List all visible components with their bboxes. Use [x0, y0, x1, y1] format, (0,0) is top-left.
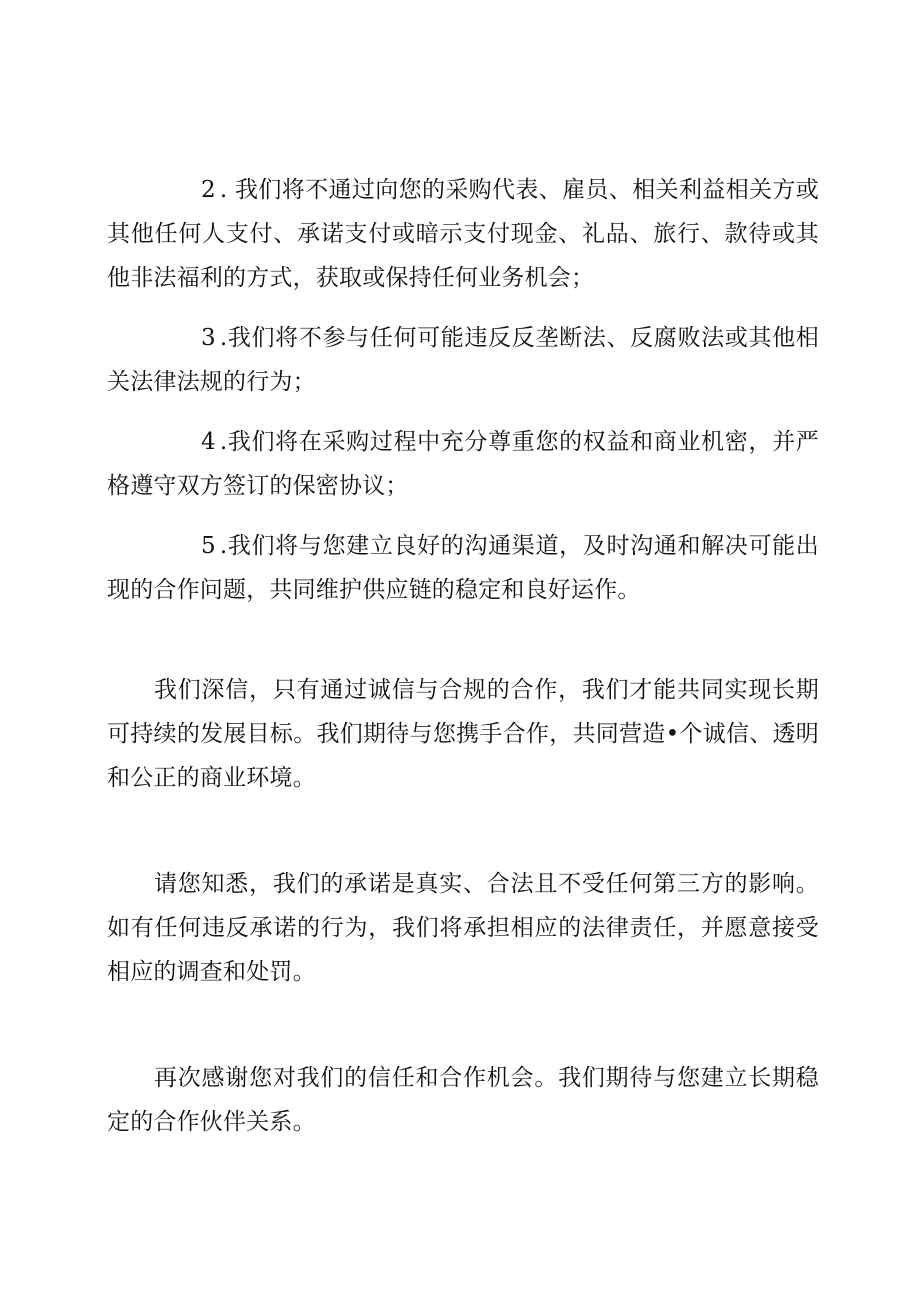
paragraph-commitment: 我们深信，只有通过诚信与合规的合作，我们才能共同实现长期可持续的发展目标。我们期待与您携手合作，共同营造•个诚信、透明和公正的商业环境。 [107, 677, 819, 791]
list-item-text: .我们将不参与任何可能违反反垄断法、反腐败法或其他相关法律法规的行为； [107, 325, 819, 395]
document-body [107, 168, 819, 1144]
list-item-number: 3 [201, 325, 216, 351]
list-item-4 [107, 420, 819, 508]
list-item-number: 5 [201, 533, 216, 559]
paragraph-notice: 请您知悉，我们的承诺是真实、合法且不受任何第三方的影响。如有任何违反承诺的行为，我们将承担相应的法律责任，并愿意接受相应的调查和处罚。 [107, 871, 819, 985]
list-item-3 [107, 316, 819, 404]
list-item-text: .我们将在采购过程中充分尊重您的权益和商业机密，并严格遵守双方签订的保密协议； [107, 429, 819, 499]
paragraph-thanks: 再次感谢您对我们的信任和合作机会。我们期待与您建立长期稳定的合作伙伴关系。 [107, 1065, 819, 1135]
list-item-text: . 我们将不通过向您的采购代表、雇员、相关利益相关方或其他任何人支付、承诺支付或暗示支付现金、礼品、旅行、款待或其他非法福利的方式，获取或保持任何业务机会； [107, 177, 819, 291]
list-item-text: .我们将与您建立良好的沟通渠道，及时沟通和解决可能出现的合作问题，共同维护供应链的稳定和良好运作。 [107, 533, 819, 603]
list-item-2 [107, 168, 819, 300]
list-item-number: 4 [201, 429, 216, 455]
list-item-5 [107, 524, 819, 612]
list-item-number: 2 [201, 177, 216, 203]
